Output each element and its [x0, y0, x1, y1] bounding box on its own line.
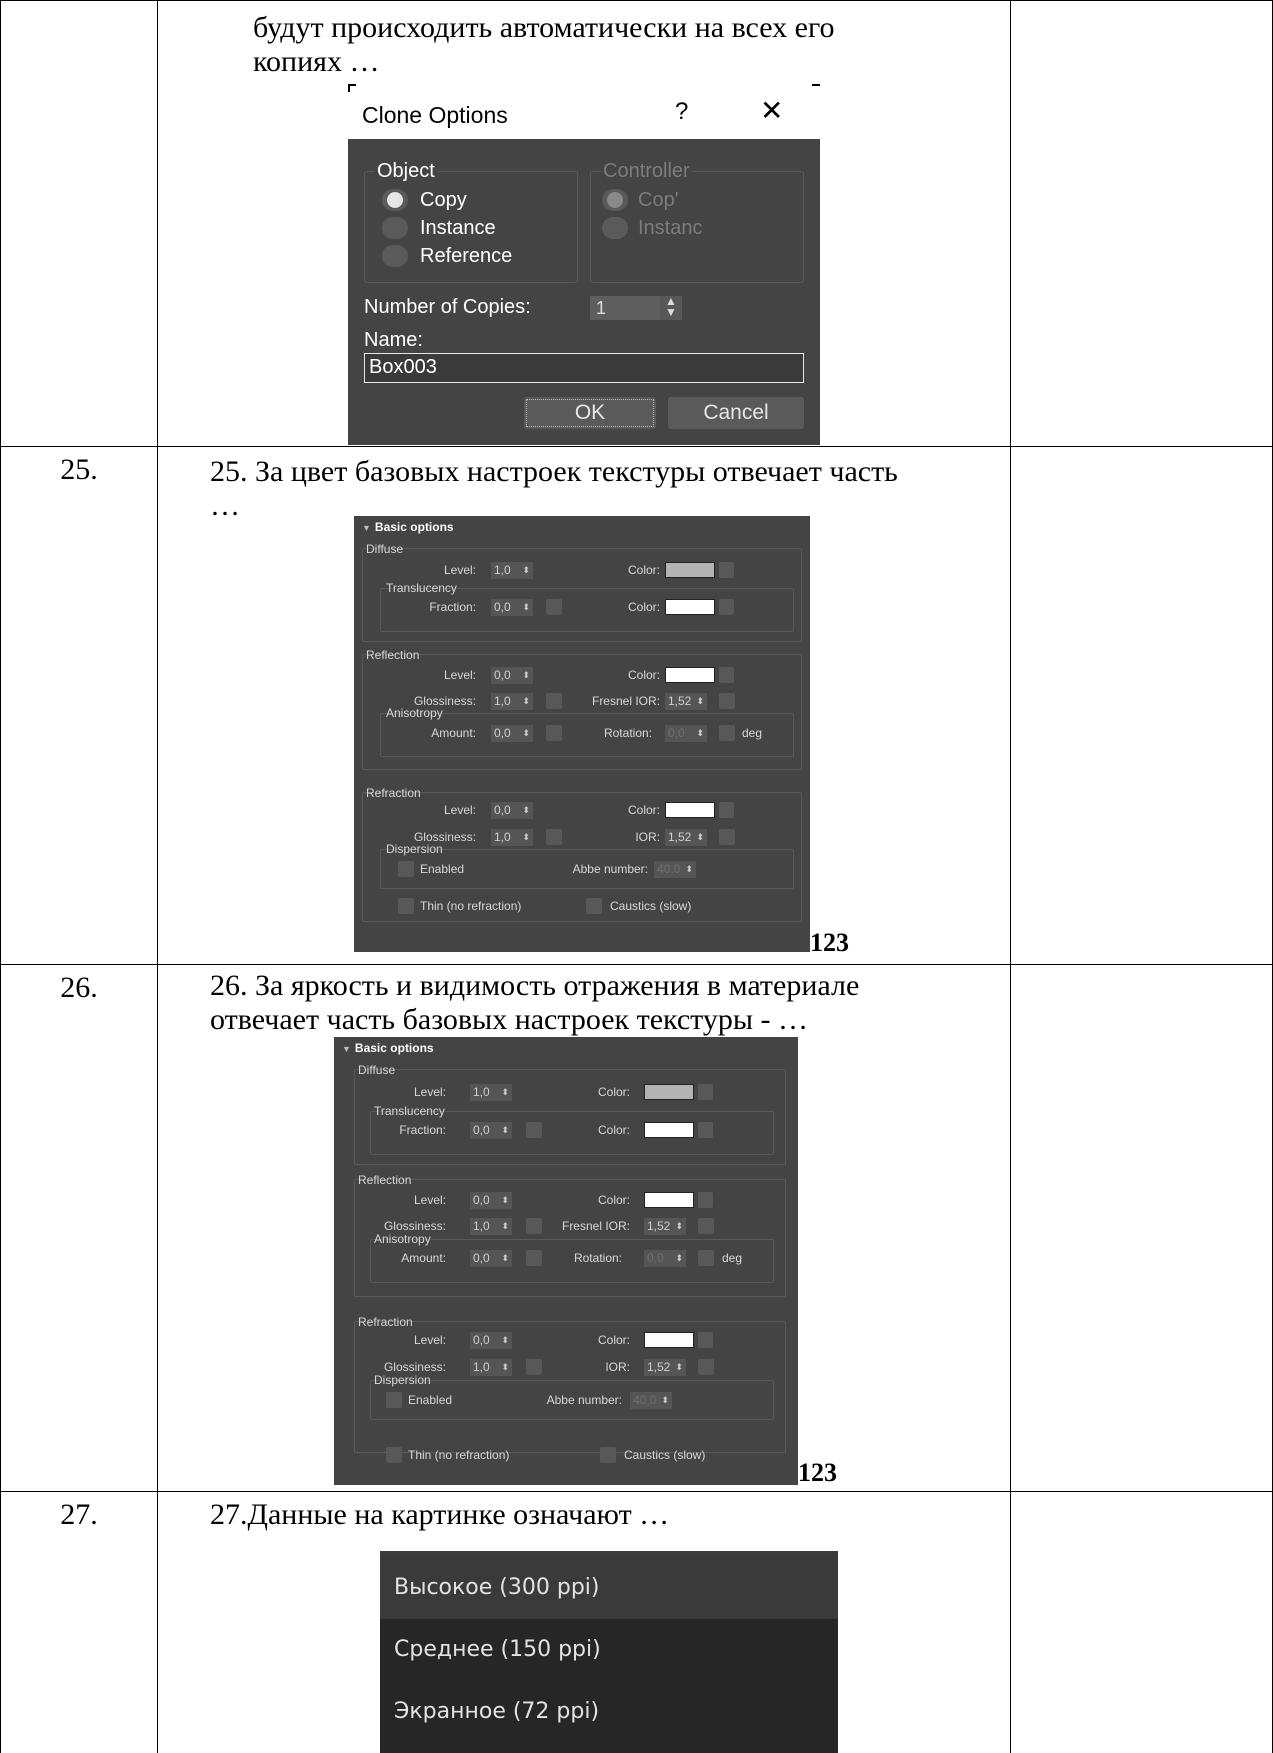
copies-label: Number of Copies: — [364, 296, 531, 318]
reflection-color-swatch[interactable] — [665, 667, 715, 683]
controller-copy-radio — [602, 189, 628, 211]
fraction-map-button[interactable] — [526, 1122, 542, 1138]
collapse-triangle-icon: ▼ — [342, 1044, 351, 1054]
fresnel-map-button[interactable] — [719, 693, 735, 709]
refraction-level-field[interactable]: 0,0 ⬍ — [470, 1332, 512, 1349]
resolution-menu — [380, 1551, 838, 1753]
abbe-number-field: 40,0 ⬍ — [654, 861, 696, 878]
refraction-map-button[interactable] — [698, 1332, 713, 1348]
question-text: 26. За яркость и видимость отражения в материале отвечает часть базовых настроек текстуры - … — [210, 969, 860, 1036]
controller-copy-label: Cop' — [638, 189, 679, 211]
reflection-map-button[interactable] — [698, 1192, 713, 1208]
fraction-field[interactable]: 0,0 ⬍ — [491, 599, 533, 616]
row-number: 26. — [1, 965, 158, 1492]
instance-label: Instance — [420, 217, 496, 239]
panel-header[interactable]: ▼ Basic options — [342, 1041, 434, 1055]
fraction-field[interactable]: 0,0 ⬍ — [470, 1122, 512, 1139]
spinner-arrows-icon[interactable]: ▲ ▼ — [660, 296, 682, 320]
ior-map-button[interactable] — [719, 829, 735, 845]
close-icon[interactable]: ✕ — [760, 95, 784, 126]
diffuse-level-field[interactable]: 1,0 ⬍ — [470, 1084, 512, 1101]
dialog-titlebar — [350, 86, 820, 142]
ior-map-button[interactable] — [698, 1359, 714, 1375]
translucency-color-swatch[interactable] — [665, 599, 715, 615]
question-text: 25. За цвет базовых настроек текстуры отвечает часть … — [210, 455, 898, 522]
caustics-checkbox[interactable] — [600, 1447, 616, 1463]
dispersion-enabled-checkbox[interactable] — [386, 1392, 402, 1408]
ior-field[interactable]: 1,52 ⬍ — [644, 1359, 686, 1376]
tag-label: 123 — [810, 928, 849, 957]
copies-spinner[interactable]: 1 — [590, 296, 660, 320]
rotation-map-button[interactable] — [719, 725, 735, 741]
reflection-level-field[interactable]: 0,0 ⬍ — [491, 667, 533, 684]
glossiness-map-button[interactable] — [546, 693, 562, 709]
rotation-map-button[interactable] — [698, 1250, 714, 1266]
object-group: Object — [364, 171, 578, 283]
diffuse-color-swatch[interactable] — [665, 562, 715, 578]
amount-field[interactable]: 0,0 ⬍ — [470, 1250, 512, 1267]
name-label: Name: — [364, 329, 423, 351]
diffuse-color-swatch[interactable] — [644, 1084, 694, 1100]
instance-radio[interactable] — [382, 217, 408, 239]
refraction-glossiness-field[interactable]: 1,0 ⬍ — [491, 829, 533, 846]
row-number: 27. — [1, 1492, 158, 1753]
basic-options-panel: ▼ Basic options Diffuse Level: 1,0 ⬍ Color: Translucency Fraction: 0,0 ⬍ Color: Reflection Level: 0,0 ⬍ Color: Glossiness: 1,0 ⬍ Fresnel IOR: 1,52 ⬍ Anisotropy Amount: 0,0 ⬍ Rotation: 0,0 ⬍ deg Refraction Level: 0,0 ⬍ Color: Glossiness: 1,0 ⬍ IOR: 1,52 ⬍ Dispersion Enabled Abbe number: 40,0 ⬍ Thin (no refraction) Caustics (slow) — [354, 516, 810, 952]
reflection-glossiness-field[interactable]: 1,0 ⬍ — [491, 693, 533, 710]
row-number: 25. — [1, 447, 158, 965]
controller-instance-label: Instanc — [638, 217, 703, 239]
dialog-body — [348, 139, 820, 445]
caustics-checkbox[interactable] — [586, 898, 602, 914]
abbe-number-field: 40,0 ⬍ — [630, 1392, 672, 1409]
fraction-map-button[interactable] — [546, 599, 562, 615]
menu-item-screen[interactable]: Экранное (72 ppi) — [394, 1699, 600, 1724]
help-button[interactable]: ? — [675, 98, 689, 125]
reflection-color-swatch[interactable] — [644, 1192, 694, 1208]
refraction-map-button[interactable] — [719, 802, 734, 818]
dialog-title: Clone Options — [362, 102, 508, 128]
translucency-color-swatch[interactable] — [644, 1122, 694, 1138]
copy-radio[interactable] — [382, 189, 408, 211]
amount-field[interactable]: 0,0 ⬍ — [491, 725, 533, 742]
amount-map-button[interactable] — [546, 725, 562, 741]
ior-field[interactable]: 1,52 ⬍ — [665, 829, 707, 846]
name-field[interactable]: Box003 — [364, 353, 804, 383]
diffuse-map-button[interactable] — [698, 1084, 713, 1100]
copy-label: Copy — [420, 189, 467, 211]
reflection-level-field[interactable]: 0,0 ⬍ — [470, 1192, 512, 1209]
refraction-glossiness-map-button[interactable] — [546, 829, 562, 845]
refraction-level-field[interactable]: 0,0 ⬍ — [491, 802, 533, 819]
controller-instance-radio — [602, 217, 628, 239]
refraction-glossiness-map-button[interactable] — [526, 1359, 542, 1375]
refraction-glossiness-field[interactable]: 1,0 ⬍ — [470, 1359, 512, 1376]
fresnel-ior-field[interactable]: 1,52 ⬍ — [665, 693, 707, 710]
fresnel-map-button[interactable] — [698, 1218, 714, 1234]
row-number — [1, 1, 158, 447]
ok-button[interactable]: OK — [524, 397, 656, 429]
menu-item-high[interactable]: Высокое (300 ppi) — [380, 1557, 838, 1619]
translucency-map-button[interactable] — [719, 599, 734, 615]
tag-label: 123 — [798, 1458, 837, 1487]
thin-checkbox[interactable] — [386, 1447, 402, 1463]
controller-group: Controller — [590, 171, 804, 283]
collapse-triangle-icon: ▼ — [362, 523, 371, 533]
cancel-button[interactable]: Cancel — [668, 397, 804, 429]
refraction-color-swatch[interactable] — [644, 1332, 694, 1348]
dispersion-enabled-checkbox[interactable] — [398, 861, 414, 877]
thin-checkbox[interactable] — [398, 898, 414, 914]
rotation-field: 0,0 ⬍ — [644, 1250, 686, 1267]
reflection-glossiness-field[interactable]: 1,0 ⬍ — [470, 1218, 512, 1235]
reference-radio[interactable] — [382, 245, 408, 267]
basic-options-panel: ▼ Basic options Diffuse Level: 1,0 ⬍ Color: Translucency Fraction: 0,0 ⬍ Color: Reflection Level: 0,0 ⬍ Color: Glossiness: 1,0 ⬍ Fresnel IOR: 1,52 ⬍ Anisotropy Amount: 0,0 ⬍ Rotation: 0,0 ⬍ deg Refraction Level: 0,0 ⬍ Color: Glossiness: 1,0 ⬍ IOR: 1,52 ⬍ Dispersion Enabled Abbe number: 40,0 ⬍ Thin (no refraction) Caustics (slow) — [334, 1037, 798, 1485]
panel-header[interactable]: ▼ Basic options — [362, 520, 454, 534]
reference-label: Reference — [420, 245, 513, 267]
translucency-map-button[interactable] — [698, 1122, 713, 1138]
menu-item-medium[interactable]: Среднее (150 ppi) — [394, 1637, 601, 1662]
question-text: будут происходить автоматически на всех его копиях … — [253, 11, 835, 78]
question-text: 27.Данные на картинке означают … — [210, 1498, 670, 1531]
fresnel-ior-field[interactable]: 1,52 ⬍ — [644, 1218, 686, 1235]
rotation-field: 0,0 ⬍ — [665, 725, 707, 742]
diffuse-level-field[interactable]: 1,0 ⬍ — [491, 562, 533, 579]
reflection-map-button[interactable] — [719, 667, 734, 683]
diffuse-map-button[interactable] — [719, 562, 734, 578]
refraction-color-swatch[interactable] — [665, 802, 715, 818]
